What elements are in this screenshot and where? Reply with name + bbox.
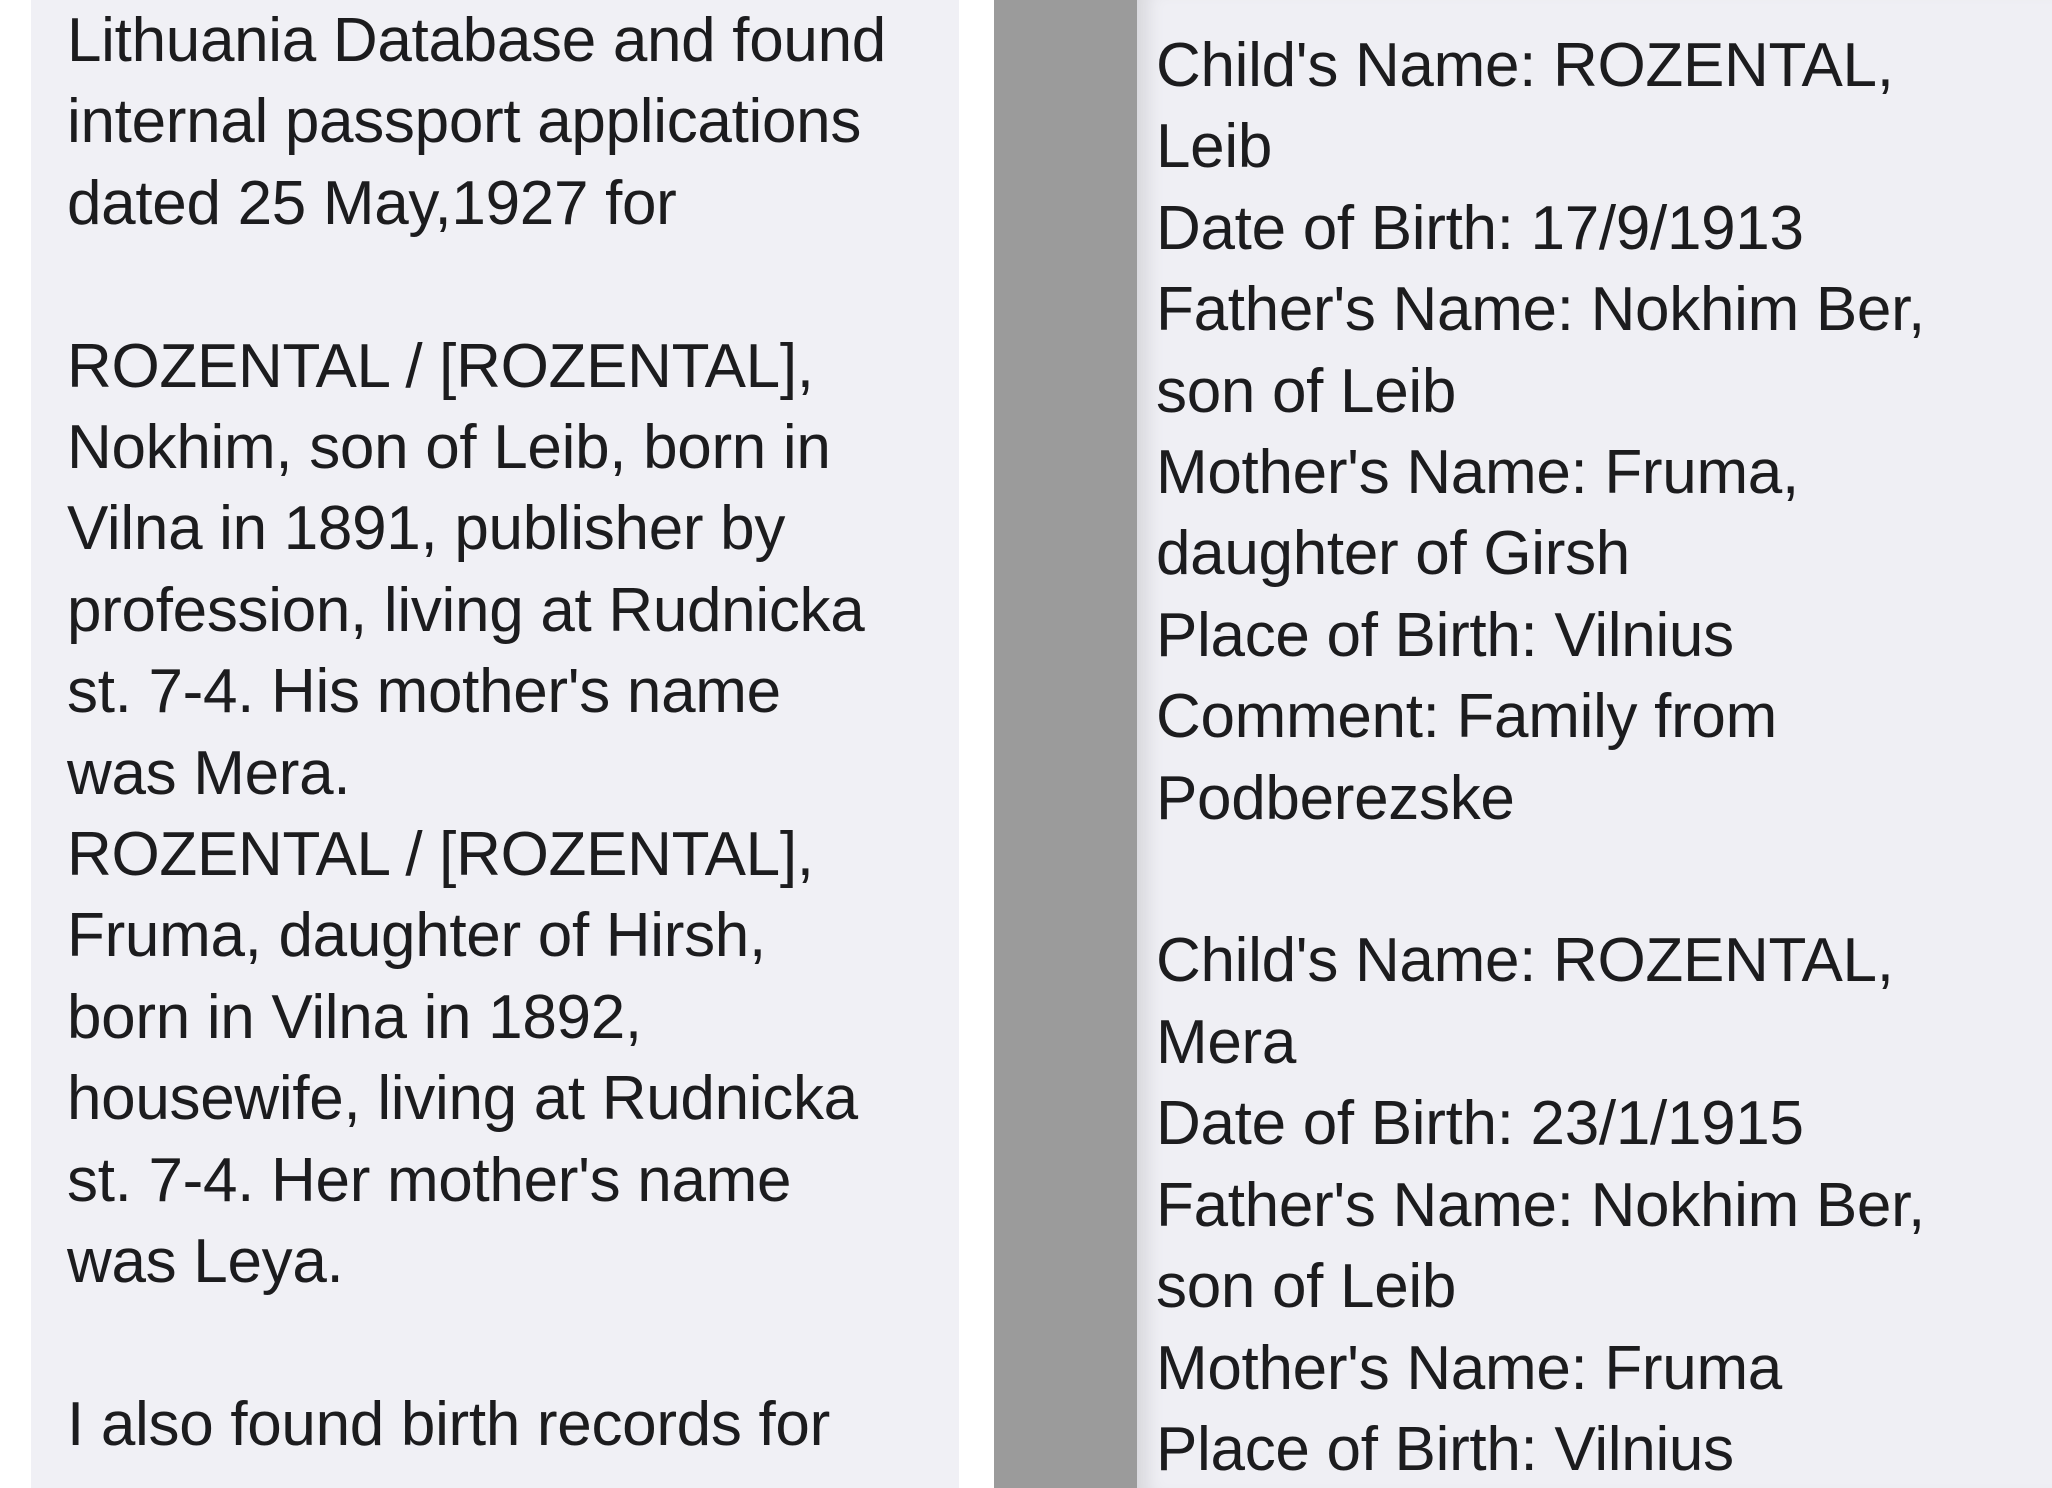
screenshot-divider [959,0,994,1488]
message-bubble-left[interactable] [31,0,959,1488]
message-bubble-right[interactable] [1137,0,2052,1488]
message-text-right: Child's Name: ROZENTAL, Leib Date of Birth: 17/9/1913 Father's Name: Nokhim Ber, son of Leib Mother's Name: Fruma, daughter of Girsh Place of Birth: Vilnius Comment: Family from Podberezske Child's Name: ROZENTAL, Mera Date of Birth: 23/1/1915 Father's Name: Nokhim Ber, son of Leib Mother's Name: Fruma Place of Birth: Vilnius [1156,31,1925,1484]
message-text-left: Lithuania Database and found internal passport applications dated 25 May,1927 for ROZENTAL / [ROZENTAL], Nokhim, son of Leib, born in Vilna in 1891, publisher by profession, living at Rudnicka st. 7-4. His mother's name was Mera. ROZENTAL / [ROZENTAL], Fruma, daughter of Hirsh, born in Vilna in 1892, housewife, living at Rudnicka st. 7-4. Her mother's name was Leya. I also found birth records for [67,6,886,1459]
side-strip [994,0,1137,1488]
left-margin [0,0,31,1488]
